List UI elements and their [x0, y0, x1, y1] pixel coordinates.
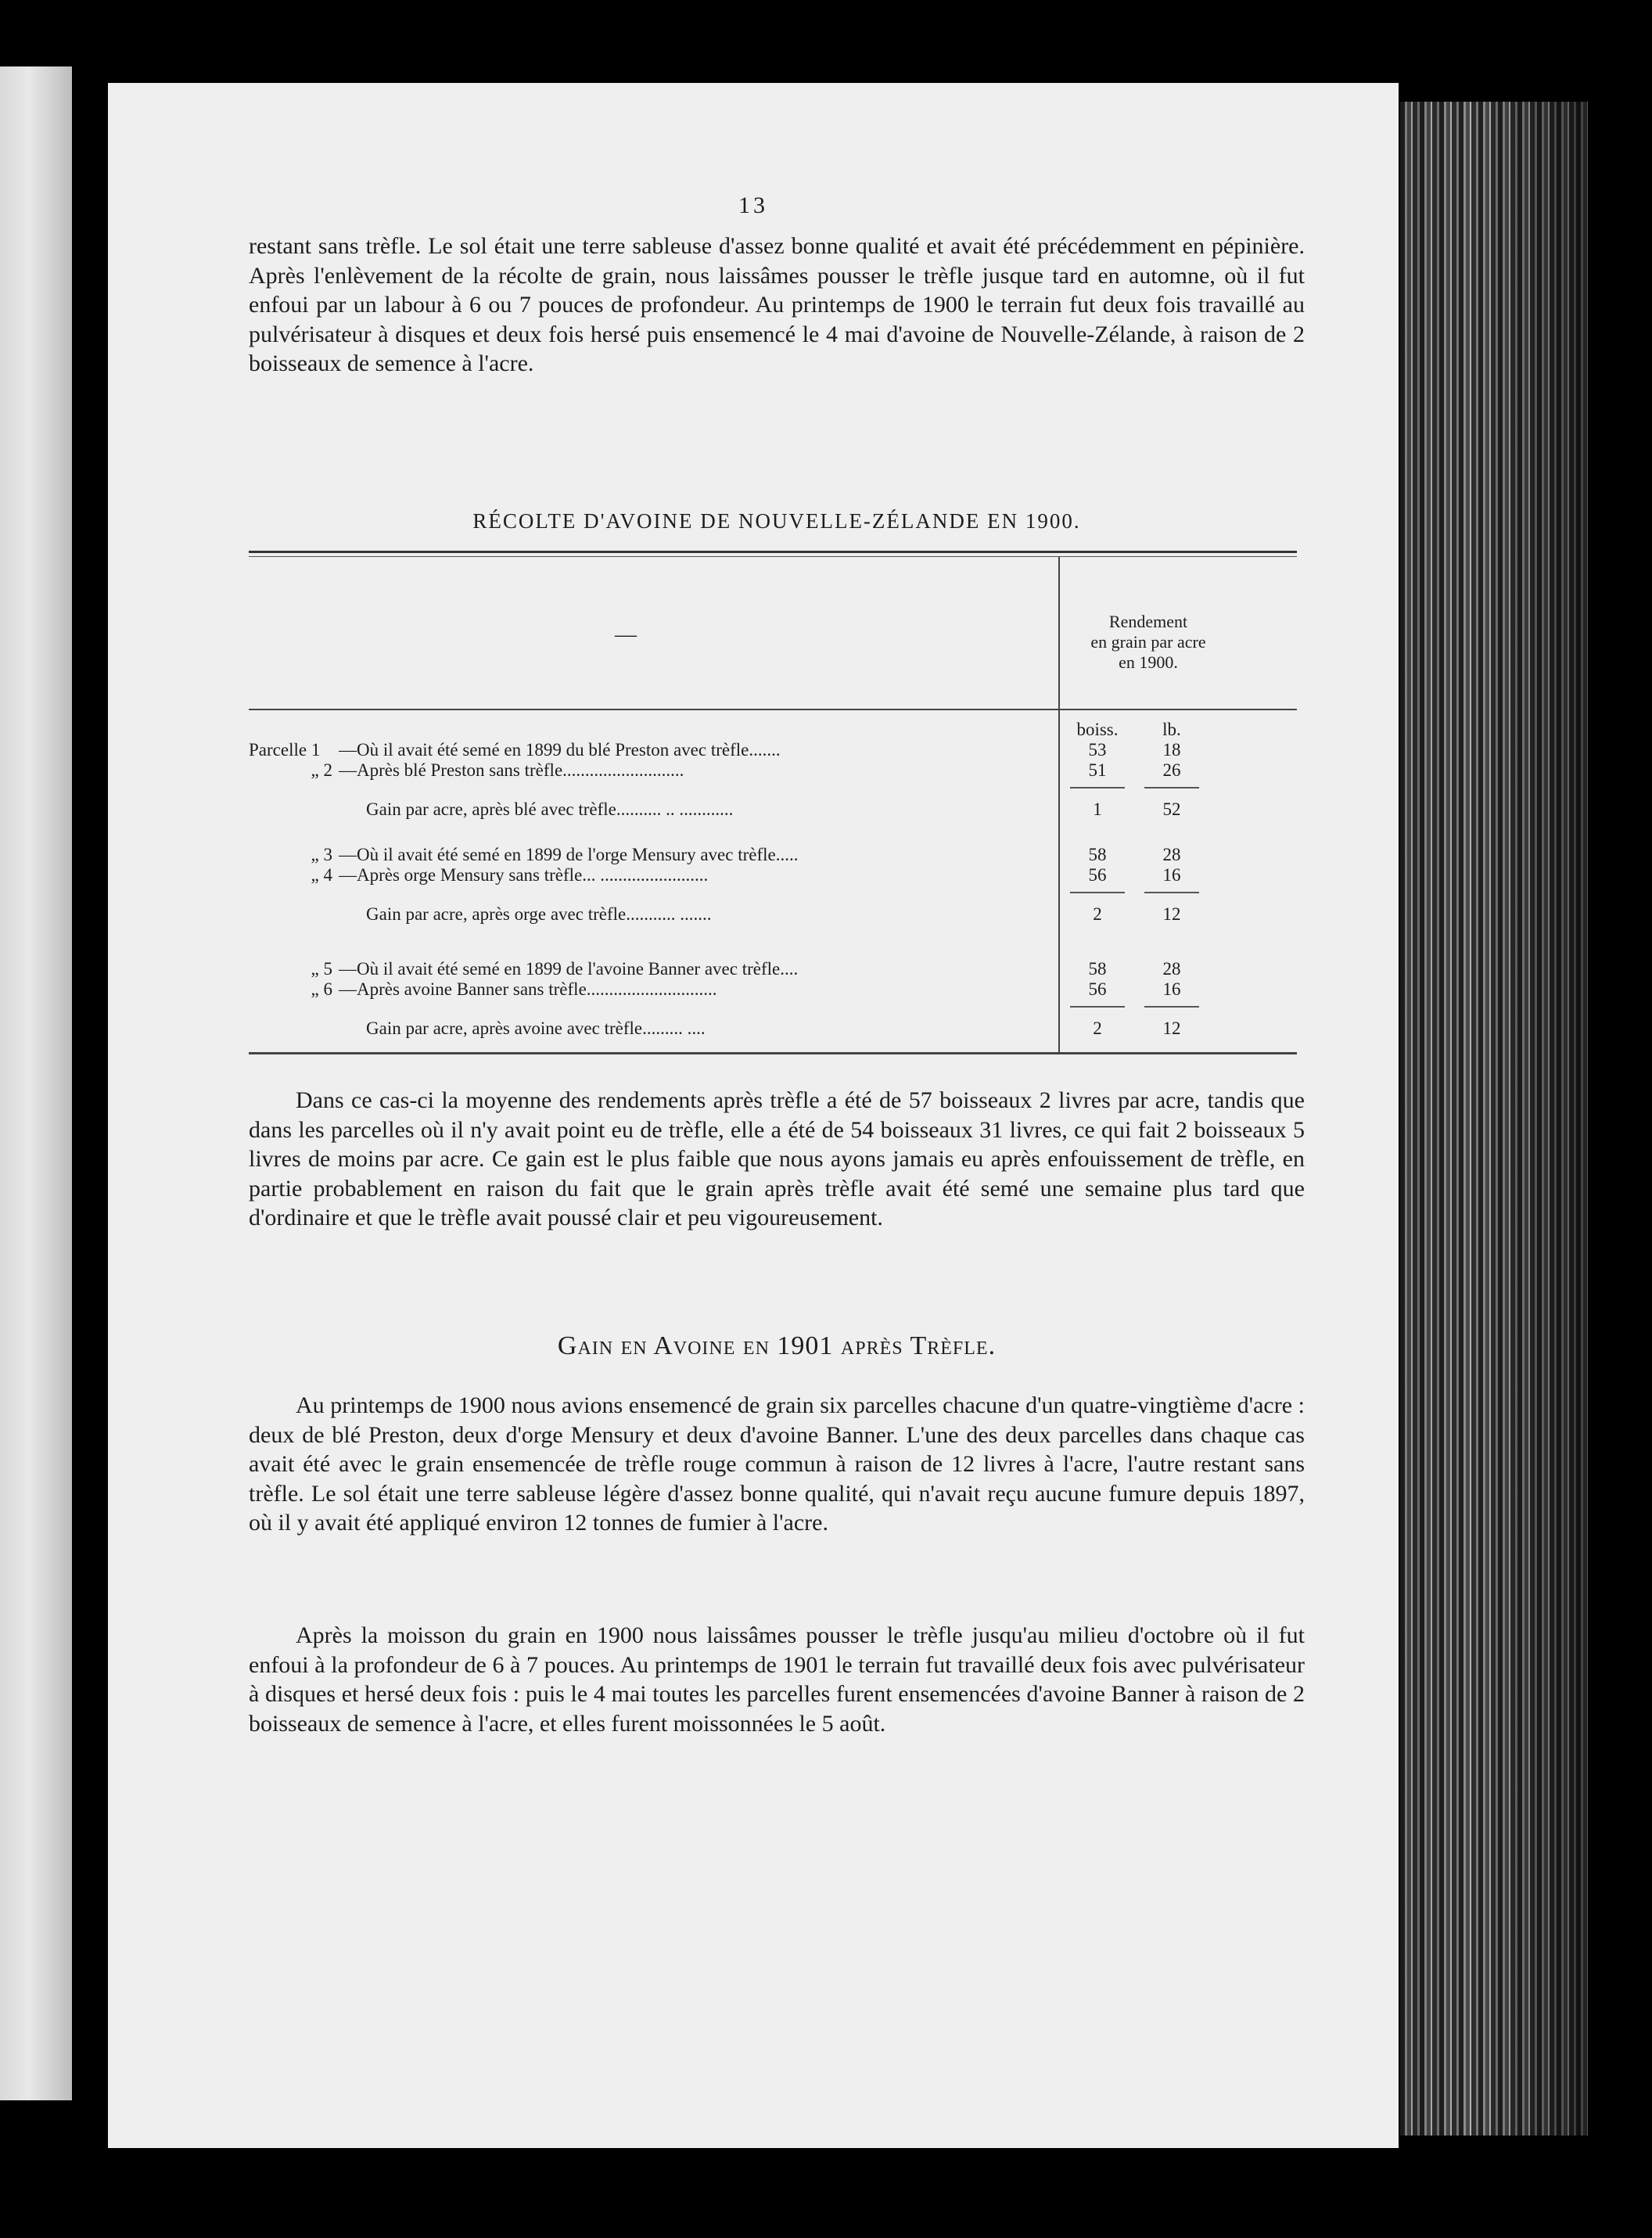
column-header-line-2: en grain par acre — [1090, 632, 1206, 652]
sum-line — [1144, 892, 1199, 893]
table-row-gain — [249, 799, 1297, 820]
sum-line — [1144, 1006, 1199, 1008]
row-bushels: 58 — [1088, 959, 1107, 979]
row-bushels: 2 — [1093, 904, 1102, 924]
section-title: Gain en Avoine en 1901 après Trèfle. — [557, 1331, 997, 1360]
binding-gutter — [75, 0, 106, 2238]
row-pounds: 52 — [1162, 799, 1181, 819]
table-header-rule — [249, 709, 1297, 710]
row-pounds: 28 — [1162, 959, 1181, 979]
table-row — [249, 760, 1297, 781]
row-pounds: 16 — [1162, 865, 1181, 885]
row-prefix: Parcelle 1 — [249, 740, 321, 760]
row-pounds: 18 — [1162, 740, 1181, 760]
sum-line — [1144, 787, 1199, 789]
table-row — [249, 865, 1297, 886]
unit-bushels: boiss. — [1076, 720, 1119, 739]
table-bottom-rule — [249, 1052, 1297, 1054]
table-units-row — [249, 720, 1297, 740]
page-edges-shadow — [1400, 102, 1588, 2136]
row-bushels: 51 — [1088, 760, 1107, 780]
column-header-line-3: en 1900. — [1119, 652, 1178, 672]
row-description: Gain par acre, après avoine avec trèfle......... .... — [366, 1018, 706, 1038]
unit-pounds: lb. — [1162, 720, 1181, 739]
row-prefix: „ 4 — [311, 865, 332, 885]
table-row-gain — [249, 904, 1297, 925]
sum-line — [1070, 892, 1125, 893]
table-row — [249, 979, 1297, 1000]
row-pounds: 16 — [1162, 979, 1181, 999]
table-row-gain — [249, 1018, 1297, 1039]
results-paragraph: Dans ce cas-ci la moyenne des rendements après trèfle a été de 57 boisseaux 2 livres par acre, tandis que dans les parcelles où il n'y avait point eu de trèfle, elle a été de 54 boisseaux 31 livres, ce qui fait 2 boisseaux 5 livres de moins par acre. Ce gain est le plus faible que nous ayons jamais eu après enfouissement de trèfle, en partie probablement en raison du fait que le grain après trèfle avait été semé une semaine plus tard que d'ordinaire et que le trèfle avait poussé clair et peu vigoureusement. — [249, 1087, 1305, 1230]
row-prefix: „ 6 — [311, 979, 332, 999]
row-description: —Où il avait été semé en 1899 du blé Preston avec trèfle....... — [339, 740, 781, 760]
column-header-line-1: Rendement — [1108, 612, 1188, 631]
row-bushels: 53 — [1088, 740, 1107, 760]
row-description: —Après orge Mensury sans trèfle... ........................ — [339, 865, 709, 885]
intro-paragraph: restant sans trèfle. Le sol était une terre sableuse d'assez bonne qualité et avait été précédemment en pépinière. Après l'enlèvement de la récolte de grain, nous laissâmes pousser le trèfle jusque tard en automne, où il fut enfoui par un labour à 6 ou 7 pouces de profondeur. Au printemps de 1900 le terrain fut deux fois travaillé au pulvérisateur à disques et deux fois hersé puis ensemencé le 4 mai d'avoine de Nouvelle-Zélande, à raison de 2 boisseaux de semence à l'acre. — [249, 233, 1305, 376]
table-column-header — [1062, 612, 1234, 673]
harvest-paragraph: Après la moisson du grain en 1900 nous laissâmes pousser le trèfle jusqu'au milieu d'octobre où il fut enfoui à la profondeur de 6 à 7 pouces. Au printemps de 1901 le terrain fut travaillé deux fois avec pulvérisateur à disques et hersé deux fois : puis le 4 mai toutes les parcelles furent ensemencées d'avoine Banner à raison de 2 boisseaux de semence à l'acre, et elles furent moissonnées le 5 août. — [249, 1622, 1305, 1737]
table-row — [249, 845, 1297, 865]
row-bushels: 56 — [1088, 865, 1107, 885]
table-top-rule — [249, 551, 1297, 557]
spring-paragraph: Au printemps de 1900 nous avions ensemencé de grain six parcelles chacune d'un quatre-vingtième d'acre : deux de blé Preston, deux d'orge Mensury et deux d'avoine Banner. L'une des deux parcelles dans chaque cas avait été avec le grain ensemencée de trèfle rouge commun à raison de 12 livres à l'acre, l'autre restant sans trèfle. Le sol était une terre sableuse légère d'assez bonne qualité, qui n'avait reçu aucune fumure depuis 1897, où il y avait été appliqué environ 12 tonnes de fumier à l'acre. — [249, 1392, 1305, 1536]
row-bushels: 2 — [1093, 1018, 1102, 1038]
row-description: —Après blé Preston sans trèfle........................... — [339, 760, 684, 780]
row-bushels: 58 — [1088, 845, 1107, 864]
row-pounds: 12 — [1162, 904, 1181, 924]
row-prefix: „ 3 — [311, 845, 332, 864]
row-pounds: 12 — [1162, 1018, 1181, 1038]
table-title: RÉCOLTE D'AVOINE DE NOUVELLE-ZÉLANDE EN 1900. — [472, 509, 1081, 533]
table-left-header: — — [615, 623, 637, 647]
table-row — [249, 740, 1297, 760]
row-description: Gain par acre, après orge avec trèfle........... ....... — [366, 904, 712, 924]
row-description: —Où il avait été semé en 1899 de l'orge Mensury avec trèfle..... — [339, 845, 799, 864]
page-number: 13 — [738, 192, 768, 218]
row-prefix: „ 2 — [311, 760, 332, 780]
row-description: —Où il avait été semé en 1899 de l'avoine Banner avec trèfle.... — [339, 959, 799, 979]
table-row — [249, 959, 1297, 979]
row-description: —Après avoine Banner sans trèfle............................. — [339, 979, 717, 999]
row-bushels: 1 — [1093, 799, 1102, 819]
previous-page-edge — [0, 66, 72, 2100]
sum-line — [1070, 1006, 1125, 1008]
book-page — [108, 83, 1399, 2148]
row-pounds: 26 — [1162, 760, 1181, 780]
row-pounds: 28 — [1162, 845, 1181, 864]
row-prefix: „ 5 — [311, 959, 332, 979]
row-bushels: 56 — [1088, 979, 1107, 999]
sum-line — [1070, 787, 1125, 789]
row-description: Gain par acre, après blé avec trèfle.......... .. ............ — [366, 799, 734, 819]
